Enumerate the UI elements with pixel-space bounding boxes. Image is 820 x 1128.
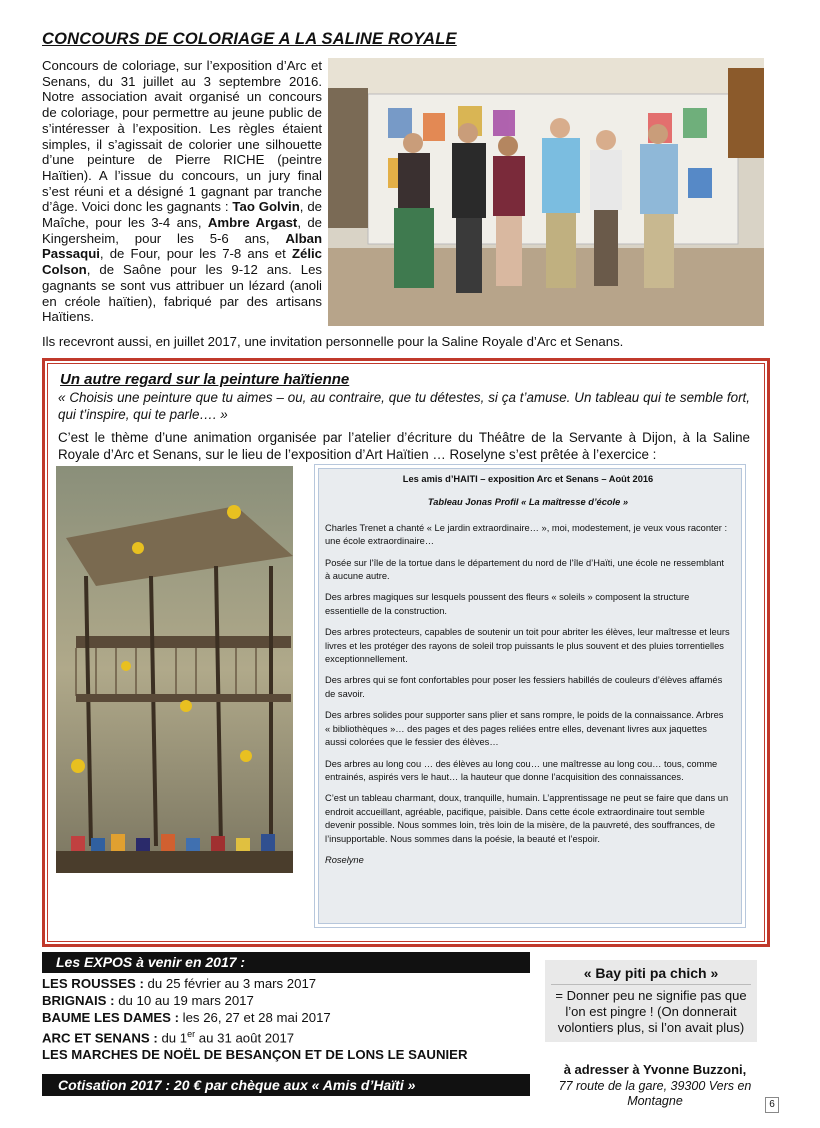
essay-header: Les amis d’HAITI – exposition Arc et Senans – Août 2016 xyxy=(402,474,654,484)
painting-image xyxy=(56,466,293,873)
expo-place: BAUME LES DAMES : xyxy=(42,1010,183,1025)
essay-paragraph: Des arbres protecteurs, capables de soutenir un toit pour abriter les élèves, leur maîtresse et leurs livres et les protéger des rayons de soleil trop puissants le plus souvent et des pluies torrentielles exceptionnellement. xyxy=(325,627,730,665)
expo-dates: du 25 février au 3 mars 2017 xyxy=(147,976,317,991)
expo-sup: er xyxy=(187,1029,196,1039)
proverb-title: « Bay piti pa chich » xyxy=(583,965,719,981)
essay-paragraph: Charles Trenet a chanté « Le jardin extraordinaire… », moi, modestement, je veux vous raconter : une école extraordinaire… xyxy=(325,522,728,547)
expos-list xyxy=(42,975,467,1063)
section2-title: Un autre regard sur la peinture haïtienne xyxy=(60,371,350,388)
expo-dates: les 26, 27 et 28 mai 2017 xyxy=(182,1010,331,1025)
expos-bar: Les EXPOS à venir en 2017 : xyxy=(42,952,530,973)
winner-detail: , de Kingersheim, pour les 5-6 ans, xyxy=(42,215,322,246)
proverb-divider xyxy=(551,984,751,985)
essay-signature: Roselyne xyxy=(325,854,364,865)
winner-name: Ambre Argast xyxy=(207,215,298,231)
expo-dates: au 31 août 2017 xyxy=(195,1030,295,1046)
section1-intro xyxy=(42,58,322,325)
proverb-text: = Donner peu ne signifie pas que l’on est pingre ! (On donnerait volontiers plus, si l’on avait plus) xyxy=(555,988,747,1035)
essay-box xyxy=(314,464,746,928)
essay-paragraph: Des arbres solides pour supporter sans plier et sans rompre, le poids de la connaissance. Arbres « bibliothèques »… des pages et des pages reliées entre elles, devenant livres aux jaquettes aussi colorées que le fessier des élèves… xyxy=(325,710,724,748)
address-recipient: à adresser à Yvonne Buzzoni, xyxy=(563,1062,747,1077)
expo-dates: du 1 xyxy=(161,1030,188,1046)
winner-name: Alban Passaqui xyxy=(42,230,323,262)
essay-paragraph: Des arbres qui se font confortables pour poser les fessiers habillés de couleurs d’élèves affamés de savoir. xyxy=(325,675,723,699)
section1-title: CONCOURS DE COLORIAGE A LA SALINE ROYALE xyxy=(42,30,457,48)
expo-place: LES ROUSSES : xyxy=(42,976,148,991)
essay-paragraph: Des arbres au long cou … des élèves au long cou… une maîtresse au long cou… tous, comme entrainés, aspirés vers le haut… la hauteur que donne l’acquisition des connaissances. xyxy=(325,758,718,782)
winner-detail: , de Four, pour les 7-8 ans et xyxy=(99,246,286,262)
expo-item xyxy=(42,1026,467,1046)
address-street: 77 route de la gare, 39300 Vers en Montagne xyxy=(558,1079,752,1108)
winner-name: Tao Golvin xyxy=(232,199,300,215)
essay-paragraph: Des arbres magiques sur lesquels poussent des fleurs « soleils » composent la structure essentielle de la construction. xyxy=(325,592,690,616)
expo-item xyxy=(42,1009,467,1026)
winner-detail: , de Saône pour les 9-12 ans. Les gagnants se sont vus attribuer un lézard (anoli en créole haïtien), fabriqué par des artisans Haïtiens. xyxy=(42,262,322,325)
page-number: 6 xyxy=(765,1097,779,1113)
expo-place: LES MARCHES DE NOËL DE BESANÇON ET DE LONS LE SAUNIER xyxy=(42,1047,468,1063)
intro-text: Concours de coloriage, sur l’exposition d’Arc et Senans, du 31 juillet au 3 septembre 2016. Notre association avait organisé un concours de coloriage, pour permettre au jeune public de s’intéresser à l’exposition. Les règles étaient simples, il s’agissait de colorier une silhouette d’une peinture de Pierre RICHE (peintre Haïtien). A l’issue du concours, un jury final s’est réuni et a désigné 1 gagnant par tranche d’âge. Voici donc les gagnants : xyxy=(42,58,322,215)
essay-subtitle: Tableau Jonas Profil « La maîtresse d’école » xyxy=(427,497,629,508)
expo-item xyxy=(42,992,467,1009)
proverb-box xyxy=(545,960,757,1042)
winner-detail: , de Maîche, pour les 3-4 ans, xyxy=(42,199,322,231)
expo-place: BRIGNAIS : xyxy=(42,993,119,1008)
essay-paragraph: Posée sur l’île de la tortue dans le département du nord de l’île d’Haïti, une école ne ressemblant à aucune autre. xyxy=(325,557,724,582)
expo-dates: du 10 au 19 mars 2017 xyxy=(118,993,254,1008)
essay-paragraph: C’est un tableau charmant, doux, tranquille, humain. L’apprentissage ne peut se faire que dans un endroit accueillant, agréable, pacifique, paisible. Dans cette école extraordinaire tout semble devenir possible. Nous sommes loin, très loin de la misère, de la pauvreté, des souffrances, de l’insupportable. Nous sommes dans la poésie, la beauté et l’espoir. xyxy=(325,793,729,844)
expo-item xyxy=(42,975,467,992)
section2-paragraph: C’est le thème d’une animation organisée par l’atelier d’écriture du Théâtre de la Servante à Dijon, à la Saline Royale d’Arc et Senans, sur le lieu de l’exposition d’Art Haïtien … Roselyne s’est prêtée à l’exercice : xyxy=(58,430,750,462)
group-photo xyxy=(328,58,764,326)
expo-place: ARC ET SENANS : xyxy=(42,1030,162,1046)
invitation-line: Ils recevront aussi, en juillet 2017, une invitation personnelle pour la Saline Royale d’Arc et Senans. xyxy=(42,334,624,349)
section2-quote: « Choisis une peinture que tu aimes – ou, au contraire, que tu détestes, si ça t’amuse. Un tableau qui te semble fort, qui t’inspire, qui te parle…. » xyxy=(58,390,750,422)
cotisation-bar: Cotisation 2017 : 20 € par chèque aux « Amis d’Haïti » xyxy=(42,1074,530,1096)
winner-name: Zélic Colson xyxy=(42,246,322,278)
expo-item xyxy=(42,1046,467,1063)
